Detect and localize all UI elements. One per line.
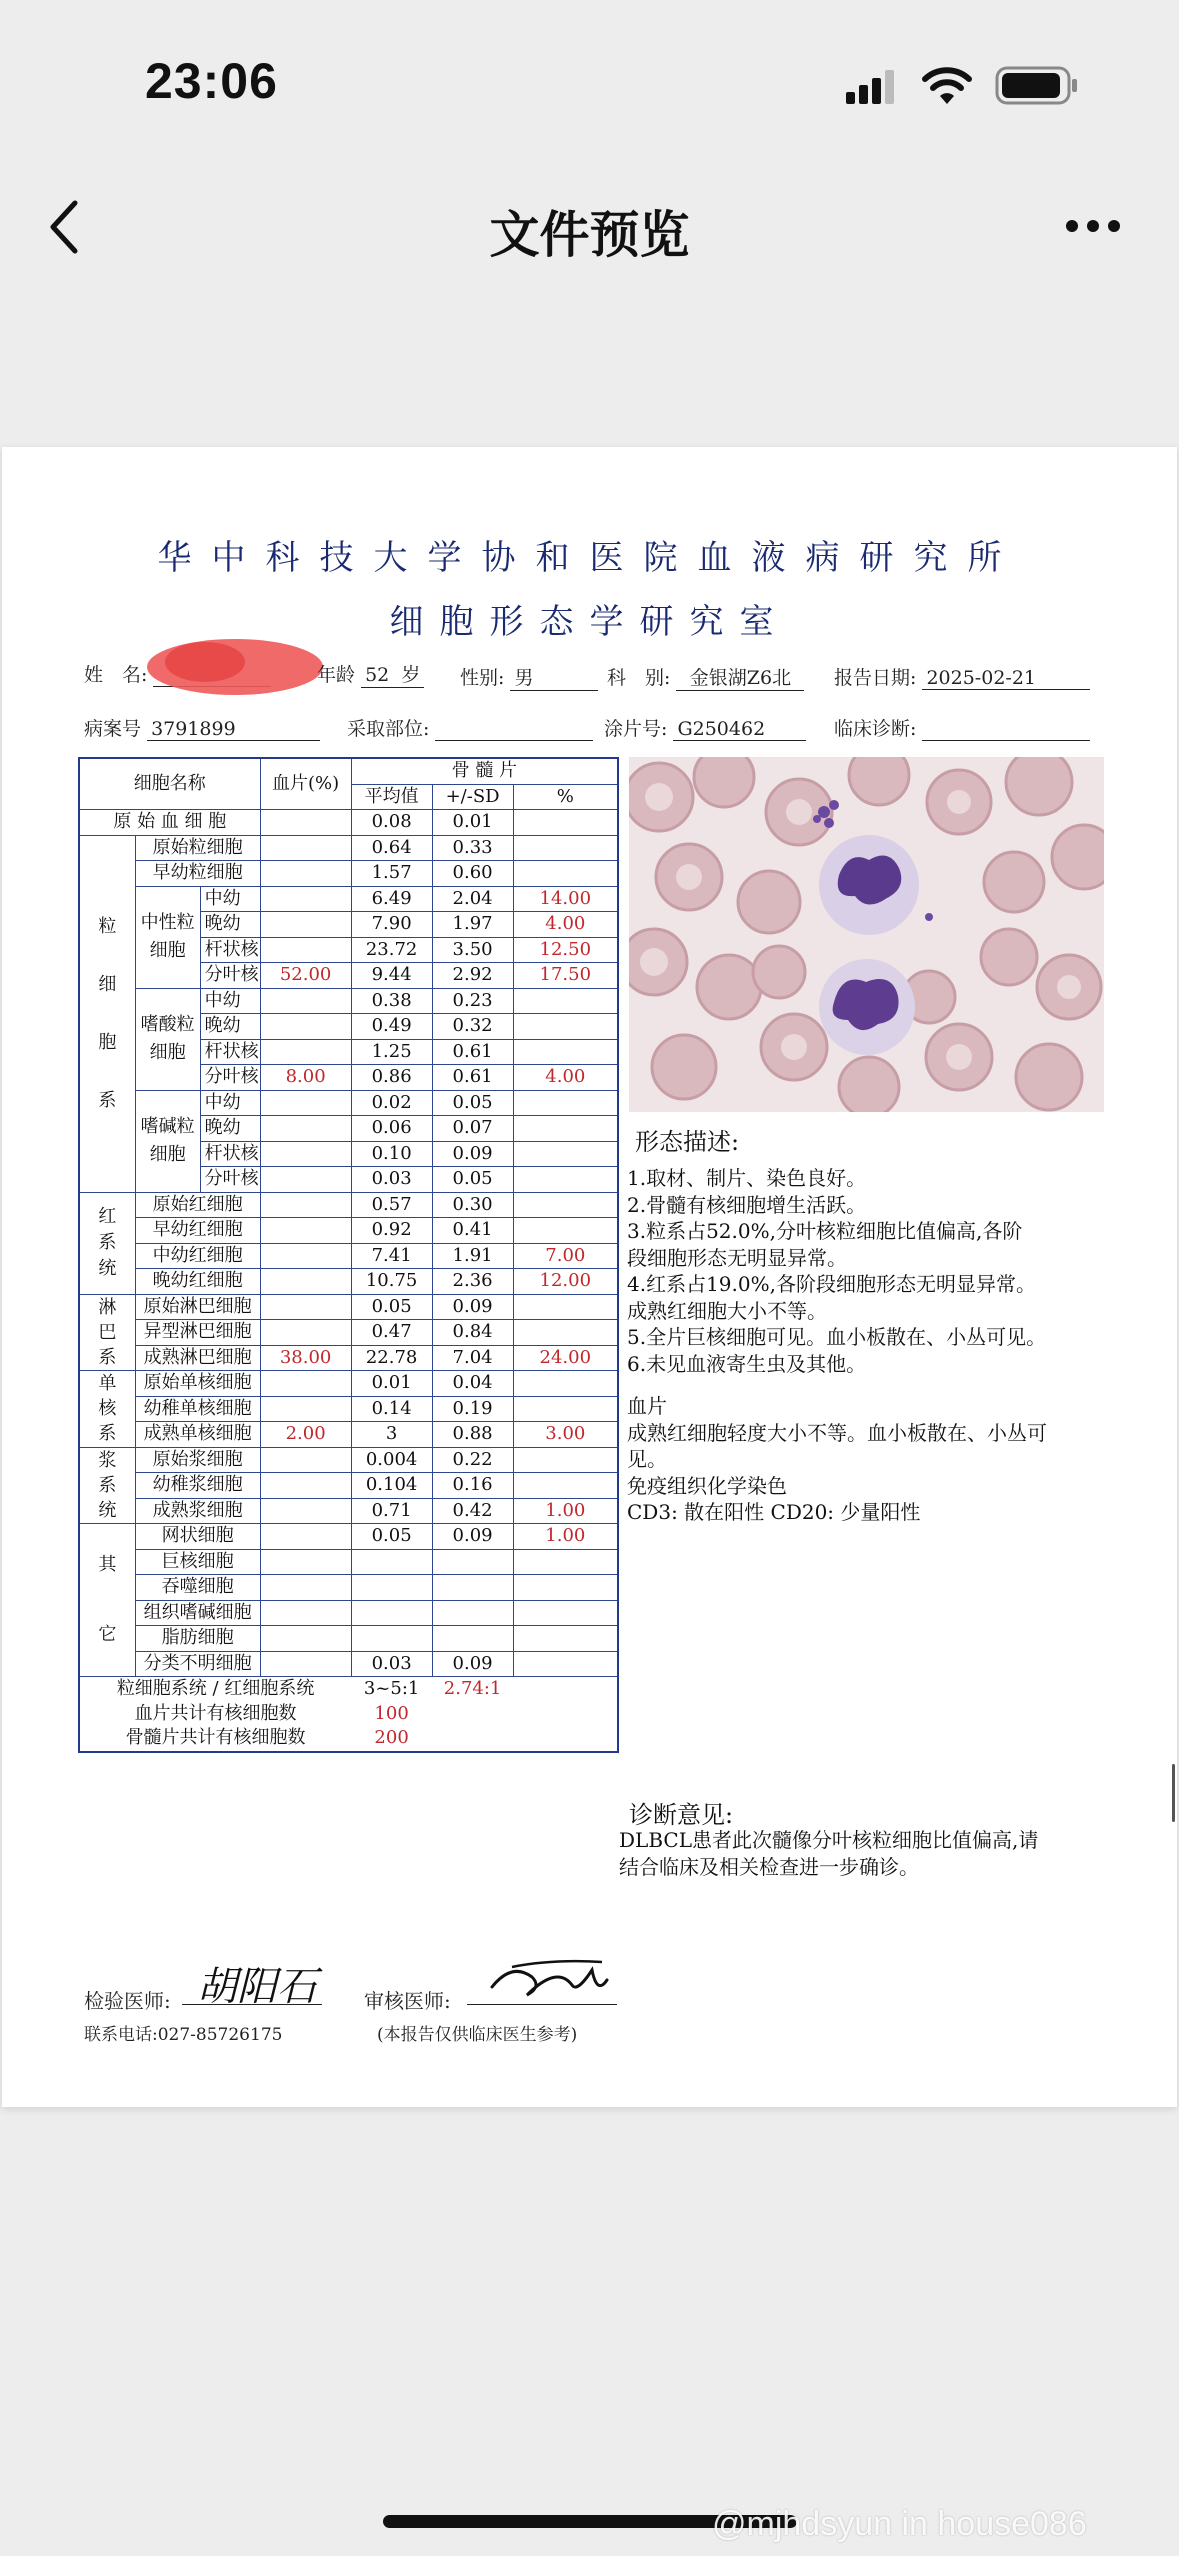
table-row: 其它 网状细胞 0.05 0.09 1.00 [79,1524,618,1550]
group-mono: 单核系 [79,1371,135,1448]
blood-smear-heading: 血片 [627,1394,667,1418]
group-granulocyte: 粒细胞系 [79,835,135,1192]
table-row: 幼稚浆细胞 0.104 0.16 [79,1473,618,1499]
table-row: 粒细胞系 原始粒细胞 0.64 0.33 [79,835,618,861]
examiner-signature: 胡阳石 [197,1964,317,2010]
wifi-icon [920,64,974,110]
table-row: 成熟单核细胞 2.00 3 0.88 3.00 [79,1422,618,1448]
examiner-line [182,2004,322,2005]
ihc-result: CD3: 散在阳性 CD20: 少量阳性 [627,1500,921,1524]
reviewer-label: 审核医师: [364,1989,451,2013]
reviewer-signature [482,1952,622,2011]
table-row: 分叶核 8.00 0.86 0.61 4.00 [79,1065,618,1091]
table-row: 脂肪细胞 [79,1626,618,1652]
case-no-value: 3791899 [147,718,320,741]
summary-row-ratio: 粒细胞系统 / 红细胞系统 3~5:1 2.74:1 [116,1678,502,1700]
group-plasma: 浆系统 [79,1447,135,1524]
table-row: 成熟浆细胞 0.71 0.42 1.00 [79,1498,618,1524]
age-value: 52 岁 [361,660,424,688]
table-row: 晚幼 0.49 0.32 [79,1014,618,1040]
cell-count-table [78,757,619,1753]
group-other: 其它 [79,1524,135,1677]
dept-value: 金银湖Z6北 [676,663,804,691]
table-row: 成熟淋巴细胞 38.00 22.78 7.04 24.00 [79,1345,618,1371]
table-row: 杆状核 0.10 0.09 [79,1141,618,1167]
table-row: 分叶核 0.03 0.05 [79,1167,618,1193]
report-title: 华中科技大学协和医院血液病研究所 [157,538,1022,578]
smear-no-value: G250462 [673,718,806,741]
morphology-heading: 形态描述: [635,1128,740,1156]
table-row: 嗜碱粒细胞 中幼 0.02 0.05 [79,1090,618,1116]
table-row: 红系统 原始红细胞 0.57 0.30 [79,1192,618,1218]
table-row: 早幼粒细胞 1.57 0.60 [79,861,618,887]
age-field: 年龄 52 岁 [317,660,424,688]
scroll-indicator[interactable] [1172,1764,1175,1822]
clinical-dx-field: 临床诊断: [834,714,1090,741]
signal-icon [846,66,906,110]
table-row: 巨核细胞 [79,1549,618,1575]
table-row: 幼稚单核细胞 0.14 0.19 [79,1396,618,1422]
dept-field: 科 别: 金银湖Z6北 [607,663,804,691]
table-row: 原 始 血 细 胞 0.08 0.01 [79,810,618,836]
ihc-heading: 免疫组织化学染色 [627,1473,787,1498]
table-row: 杆状核 1.25 0.61 [79,1039,618,1065]
examiner-label: 检验医师: [84,1989,171,2013]
table-row: 晚幼 7.90 1.97 4.00 [79,912,618,938]
header-mean: 平均值 [351,784,432,810]
sex-field: 性别: 男 [460,663,598,691]
contact-phone: 联系电话:027-85726175 [84,2025,283,2045]
group-neutrophil: 中性粒细胞 [135,886,200,988]
disclaimer: (本报告仅供临床医生参考) [377,2025,578,2045]
sample-site-field: 采取部位: [347,714,593,741]
summary-row-marrow-count: 骨髓片共计有核细胞数 200 [125,1727,409,1749]
header-percent: % [513,784,618,810]
table-row: 中性粒细胞 中幼 6.49 2.04 14.00 [79,886,618,912]
table-row: 淋巴系 原始淋巴细胞 0.05 0.09 [79,1294,618,1320]
table-row: 浆系统 原始浆细胞 0.004 0.22 [79,1447,618,1473]
header-sd: +/-SD [432,784,513,810]
diagnosis-text: DLBCL患者此次髓像分叶核粒细胞比值偏高,请 结合临床及相关检查进一步确诊。 [619,1828,1039,1879]
header-bone-marrow: 骨 髓 片 [351,758,618,784]
name-label: 姓 名: [84,664,148,686]
group-basophil: 嗜碱粒细胞 [135,1090,200,1192]
more-button[interactable] [1063,215,1123,237]
summary-row-blood-count: 血片共计有核细胞数 100 [134,1702,409,1724]
watermark: @mjhdsyun in house086 [712,2505,1087,2543]
table-row: 吞噬细胞 [79,1575,618,1601]
table-row: 分叶核 52.00 9.44 2.92 17.50 [79,963,618,989]
document-page[interactable] [2,447,1177,2107]
page-title: 文件预览 [489,206,690,264]
header-blood-smear: 血片(%) [260,758,351,810]
sex-value: 男 [510,663,598,691]
table-row: 异型淋巴细胞 0.47 0.84 [79,1320,618,1346]
smear-no-field: 涂片号: G250462 [604,714,806,741]
report-date-field: 报告日期: 2025-02-21 [834,663,1090,690]
redaction-mark [145,632,325,706]
group-lymph: 淋巴系 [79,1294,135,1371]
battery-icon [995,66,1081,110]
table-row: 中幼红细胞 7.41 1.91 7.00 [79,1243,618,1269]
microscopy-image [629,757,1104,1112]
table-row: 分类不明细胞 0.03 0.09 [79,1651,618,1677]
more-dots-icon [1063,215,1123,237]
table-row: 单核系 原始单核细胞 0.01 0.04 [79,1371,618,1397]
report-subtitle: 细胞形态学研究室 [389,602,790,642]
group-erythroid: 红系统 [79,1192,135,1294]
table-row: 杆状核 23.72 3.50 12.50 [79,937,618,963]
table-row: 嗜酸粒细胞 中幼 0.38 0.23 [79,988,618,1014]
table-row: 晚幼 0.06 0.07 [79,1116,618,1142]
table-row: 晚幼红细胞 10.75 2.36 12.00 [79,1269,618,1295]
group-eosinophil: 嗜酸粒细胞 [135,988,200,1090]
table-row: 组织嗜碱细胞 [79,1600,618,1626]
diagnosis-heading: 诊断意见: [629,1801,734,1829]
table-row: 早幼红细胞 0.92 0.41 [79,1218,618,1244]
header-cell-name: 细胞名称 [79,758,260,810]
morphology-text: 1.取材、制片、染色良好。 2.骨髓有核细胞增生活跃。 3.粒系占52.0%,分叶核粒细胞比值偏高,各阶 段细胞形态无明显异常。 4.红系占19.0%,各阶段细胞形态无明显异常。 成熟红细胞大小不等。 5.全片巨核细胞可见。血小板散在、小丛可见。 6.未见血液寄生虫及其他。 血片 成熟红细胞轻度大小不等。血小板散在、小丛可 见。 免疫组织化学染色 CD3: 散在阳性 CD20: 少量阳性 [627,1165,1117,1526]
report-date-value: 2025-02-21 [922,667,1090,690]
status-time: 23:06 [145,53,278,109]
case-no-field: 病案号 3791899 [84,714,320,741]
